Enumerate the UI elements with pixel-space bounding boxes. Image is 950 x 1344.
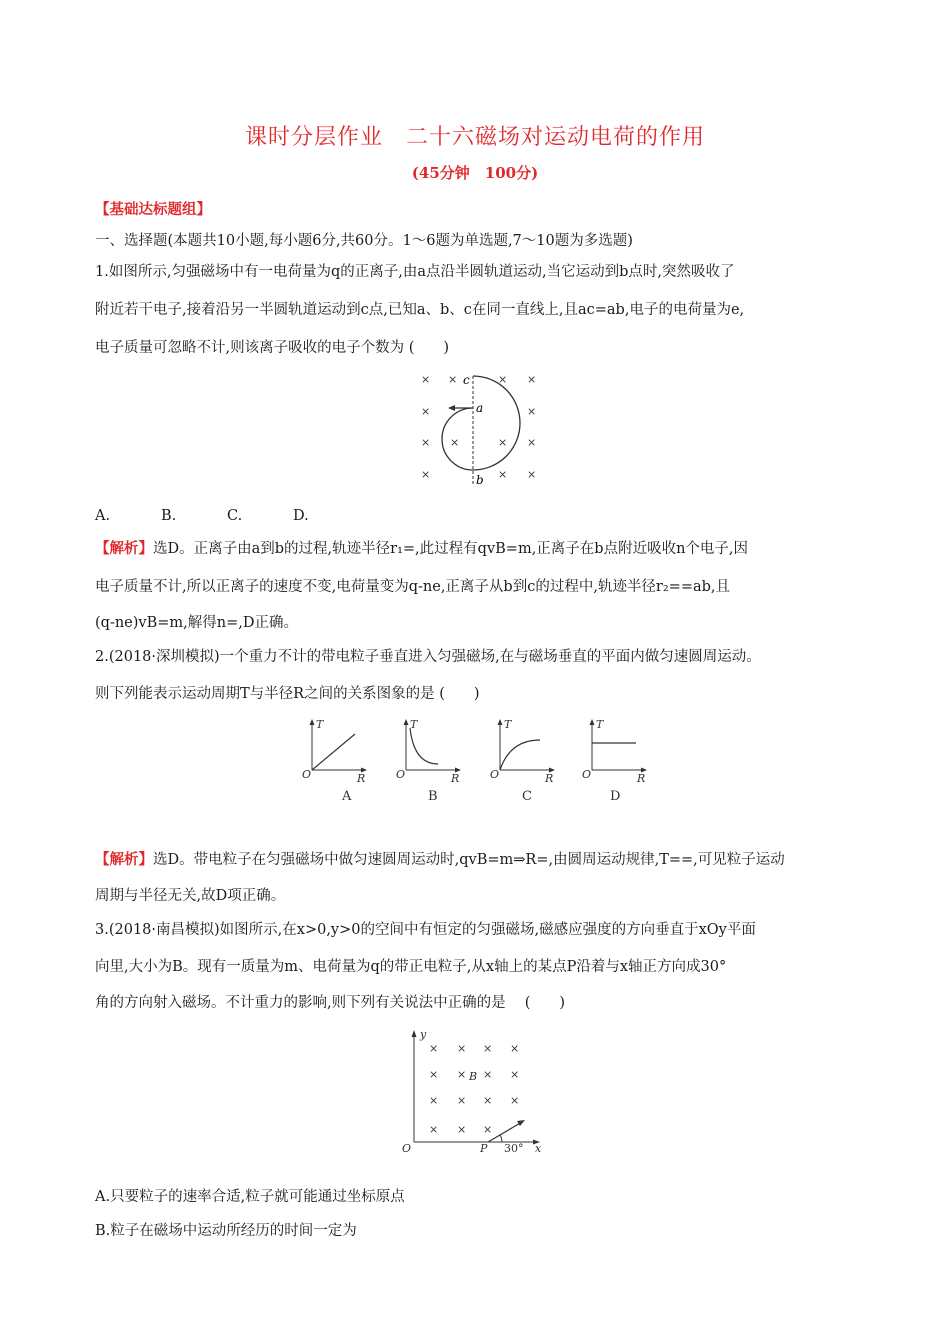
svg-text:×: × (421, 373, 431, 386)
q1-options (95, 507, 359, 525)
svg-text:×: × (429, 1123, 439, 1136)
q2-line-2: 则下列能表示运动周期T与半径R之间的关系图象的是 ( ) (95, 686, 480, 702)
q2-line-1: 2.(2018·深圳模拟)一个重力不计的带电粒子垂直进入匀强磁场,在与磁场垂直的平面内做匀速圆周运动。 (95, 649, 761, 665)
svg-text:O: O (582, 768, 592, 781)
label-c: c (463, 373, 470, 387)
page-title: 课时分层作业 二十六磁场对运动电荷的作用 (244, 125, 705, 150)
svg-text:×: × (450, 436, 460, 449)
svg-text:×: × (429, 1068, 439, 1081)
svg-text:×: × (457, 1042, 467, 1055)
svg-text:×: × (429, 1042, 439, 1055)
q2-graphs (290, 712, 670, 806)
q3-option-a[interactable]: A.只要粒子的速率合适,粒子就可能通过坐标原点 (95, 1189, 405, 1205)
arrow-head (448, 405, 455, 411)
angle-label: 30° (504, 1142, 524, 1155)
svg-text:×: × (527, 468, 537, 481)
page-subtitle: (45分钟 100分) (411, 164, 539, 182)
svg-text:×: × (510, 1094, 520, 1107)
field-label: B (469, 1070, 478, 1083)
svg-text:O: O (490, 768, 500, 781)
q3-line-2: 向里,大小为B。现有一质量为m、电荷量为q的带正电粒子,从x轴上的某点P沿着与x轴正方向成30° (95, 959, 727, 975)
analysis-tag: 【解析】 (95, 851, 153, 868)
q1-option-d[interactable]: D. (293, 508, 309, 524)
q1-analysis-line-3: (q-ne)vB=m,解得n=,D正确。 (95, 615, 298, 631)
magnetic-field-marks (429, 1042, 519, 1136)
svg-text:×: × (498, 468, 508, 481)
q2-analysis-line-1: 【解析】选D。带电粒子在匀强磁场中做匀速圆周运动时,qvB=m⇒R=,由圆周运动规律,T==,可见粒子运动 (95, 851, 785, 868)
analysis-tag: 【解析】 (95, 540, 153, 557)
origin-label: O (402, 1142, 412, 1155)
large-arc (473, 376, 520, 470)
q2-analysis-line-2: 周期与半径无关,故D项正确。 (95, 888, 286, 904)
q1-line-2: 附近若干电子,接着沿另一半圆轨道运动到c点,已知a、b、c在同一直线上,且ac=ab,电子的电荷量为e, (95, 302, 745, 318)
q1-analysis-line-2: 电子质量不计,所以正离子的速度不变,电荷量变为q-ne,正离子从b到c的过程中,轨迹半径r₂==ab,且 (95, 579, 731, 595)
graph-d-caption: D (610, 789, 621, 804)
magnetic-field-marks (421, 373, 536, 481)
graph-c-caption: C (522, 789, 532, 804)
q1-option-a[interactable]: A. (95, 508, 111, 524)
svg-text:T: T (504, 718, 512, 731)
svg-text:×: × (448, 373, 458, 386)
y-axis-label: y (420, 1028, 427, 1041)
graph-c (490, 718, 555, 804)
velocity-arrow (488, 1122, 522, 1142)
svg-text:×: × (429, 1094, 439, 1107)
label-b: b (476, 473, 484, 487)
graph-b (396, 718, 461, 804)
svg-text:R: R (357, 772, 366, 785)
q3-line-1: 3.(2018·南昌模拟)如图所示,在x>0,y>0的空间中有恒定的匀强磁场,磁感应强度的方向垂直于xOy平面 (95, 922, 756, 938)
section-label: 【基础达标题组】 (95, 201, 211, 218)
graph-b-curve (410, 728, 438, 764)
svg-text:×: × (510, 1042, 520, 1055)
label-a: a (476, 401, 484, 415)
svg-text:×: × (483, 1123, 493, 1136)
q3-option-b[interactable]: B.粒子在磁场中运动所经历的时间一定为 (95, 1223, 357, 1239)
svg-text:×: × (483, 1042, 493, 1055)
svg-text:×: × (421, 468, 431, 481)
svg-text:O: O (302, 768, 312, 781)
svg-text:×: × (498, 436, 508, 449)
x-axis-label: x (535, 1142, 542, 1155)
graph-d (582, 718, 647, 804)
q1-figure (410, 368, 560, 490)
svg-text:T: T (316, 718, 324, 731)
svg-text:T: T (596, 718, 604, 731)
svg-text:×: × (457, 1068, 467, 1081)
q1-line-1: 1.如图所示,匀强磁场中有一电荷量为q的正离子,由a点沿半圆轨道运动,当它运动到b点时,突然吸收了 (95, 264, 735, 280)
graph-a-caption: A (342, 789, 352, 804)
svg-text:×: × (498, 373, 508, 386)
svg-text:T: T (410, 718, 418, 731)
instructions: 一、选择题(本题共10小题,每小题6分,共60分。1～6题为单选题,7～10题为多选题) (95, 233, 633, 249)
svg-text:O: O (396, 768, 406, 781)
svg-text:×: × (483, 1094, 493, 1107)
graph-a-line (312, 734, 355, 770)
point-label: P (480, 1142, 488, 1155)
q1-line-3: 电子质量可忽略不计,则该离子吸收的电子个数为 ( ) (95, 340, 450, 356)
graph-b-caption: B (428, 789, 438, 804)
svg-text:×: × (527, 436, 537, 449)
q1-analysis-line-1: 【解析】选D。正离子由a到b的过程,轨迹半径r₁=,此过程有qvB=m,正离子在b点附近吸收n个电子,因 (95, 540, 749, 557)
svg-text:×: × (457, 1123, 467, 1136)
angle-arc (500, 1135, 502, 1142)
q3-figure (398, 1024, 548, 1156)
svg-text:×: × (510, 1068, 520, 1081)
svg-text:×: × (421, 436, 431, 449)
svg-text:×: × (457, 1094, 467, 1107)
svg-text:R: R (451, 772, 460, 785)
q1-option-c[interactable]: C. (227, 508, 243, 524)
graph-c-curve (500, 740, 540, 770)
svg-text:R: R (637, 772, 646, 785)
graph-a (302, 718, 367, 804)
svg-text:×: × (527, 373, 537, 386)
arrow-head (517, 1120, 525, 1126)
svg-text:×: × (483, 1068, 493, 1081)
q3-line-3: 角的方向射入磁场。不计重力的影响,则下列有关说法中正确的是 ( ) (95, 995, 566, 1011)
svg-text:R: R (545, 772, 554, 785)
svg-text:×: × (421, 405, 431, 418)
svg-text:×: × (527, 405, 537, 418)
q1-option-b[interactable]: B. (161, 508, 177, 524)
